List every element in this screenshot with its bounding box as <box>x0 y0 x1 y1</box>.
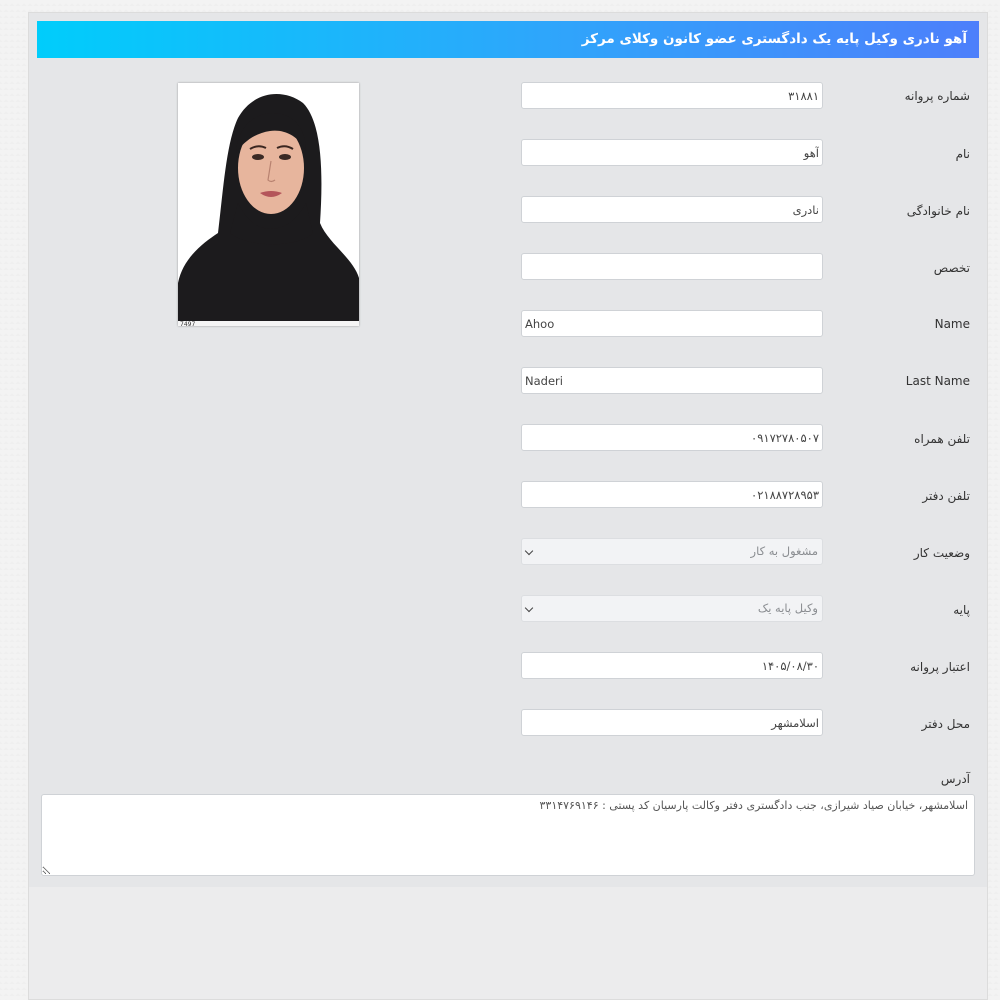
svg-text:7497: 7497 <box>180 321 196 326</box>
english-last-name-label: Last Name <box>905 374 970 388</box>
license-validity-input[interactable] <box>521 652 823 679</box>
grade-label: پایه <box>953 603 970 617</box>
license-number-label: شماره پروانه <box>904 89 970 103</box>
last-name-input[interactable] <box>521 196 823 223</box>
work-status-select[interactable] <box>521 538 823 565</box>
grade-select[interactable] <box>521 595 823 622</box>
lawyer-profile-card <box>28 12 988 1000</box>
chevron-down-icon <box>525 547 533 555</box>
english-name-input[interactable] <box>521 310 823 337</box>
profile-panel <box>29 13 987 887</box>
chevron-down-icon <box>525 604 533 612</box>
english-last-name-input[interactable] <box>521 367 823 394</box>
license-number-input[interactable] <box>521 82 823 109</box>
mobile-label: تلفن همراه <box>914 432 970 446</box>
office-phone-label: تلفن دفتر <box>922 489 970 503</box>
english-name-label: Name <box>934 317 970 331</box>
specialty-input[interactable] <box>521 253 823 280</box>
grade-value: وکیل پایه یک <box>757 601 818 615</box>
office-location-label: محل دفتر <box>921 717 970 731</box>
profile-photo <box>178 83 359 326</box>
profile-header <box>37 21 979 58</box>
work-status-value: مشغول به کار <box>750 544 818 558</box>
first-name-label: نام <box>955 147 970 161</box>
last-name-label: نام خانوادگی <box>906 204 970 218</box>
office-location-input[interactable] <box>521 709 823 736</box>
specialty-label: تخصص <box>933 261 970 275</box>
first-name-input[interactable] <box>521 139 823 166</box>
office-phone-input[interactable] <box>521 481 823 508</box>
work-status-label: وضعیت کار <box>913 546 970 560</box>
license-validity-label: اعتبار پروانه <box>910 660 970 674</box>
portrait-image <box>178 83 359 326</box>
page-title: آهو نادری وکیل پایه یک دادگستری عضو کانون وکلای مرکز <box>581 31 967 47</box>
address-label: آدرس <box>940 772 970 786</box>
mobile-input[interactable] <box>521 424 823 451</box>
address-textarea[interactable] <box>41 794 975 876</box>
